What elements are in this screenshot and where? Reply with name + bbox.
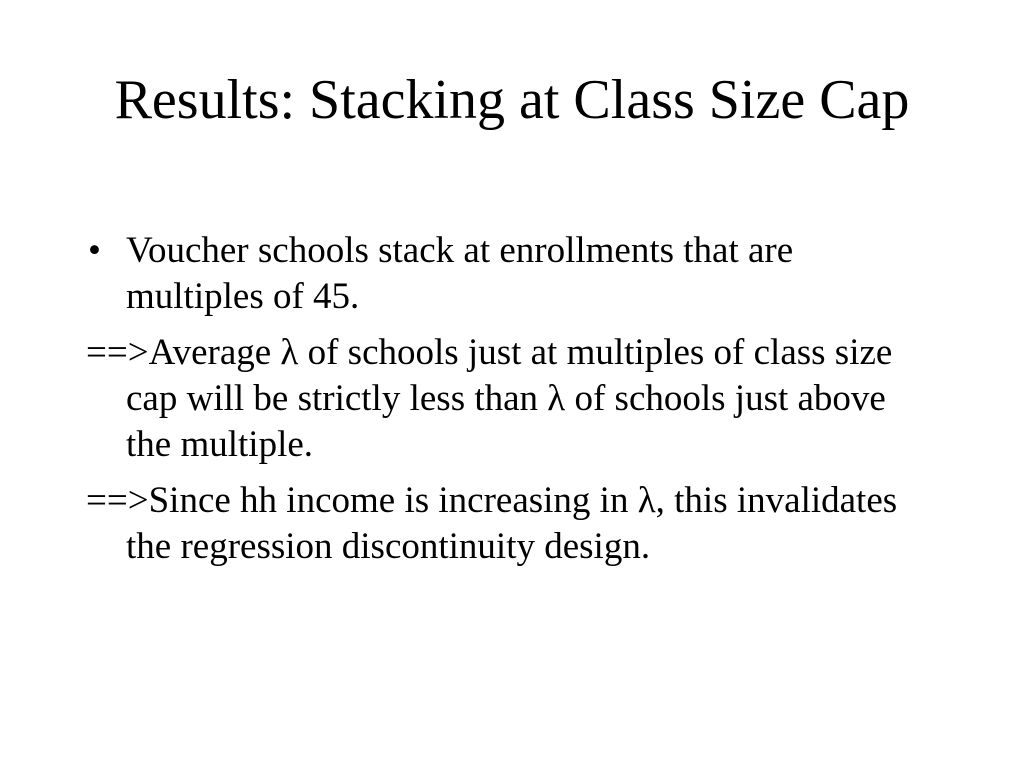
bullet-text: Voucher schools stack at enrollments that are multiples of 45. — [126, 230, 794, 317]
implication-text: ==>Average λ of schools just at multiples of class size cap will be strictly less than λ of schools just above the multiple. — [86, 332, 893, 465]
bullet-point — [86, 228, 926, 320]
implication-text: ==>Since hh income is increasing in λ, this invalidates the regression discontinuity design. — [86, 480, 898, 567]
bullet-icon: • — [88, 230, 101, 271]
implication-point — [86, 330, 926, 468]
slide-title: Results: Stacking at Class Size Cap — [114, 69, 910, 131]
implication-point — [86, 478, 926, 570]
slide-body — [86, 228, 926, 580]
